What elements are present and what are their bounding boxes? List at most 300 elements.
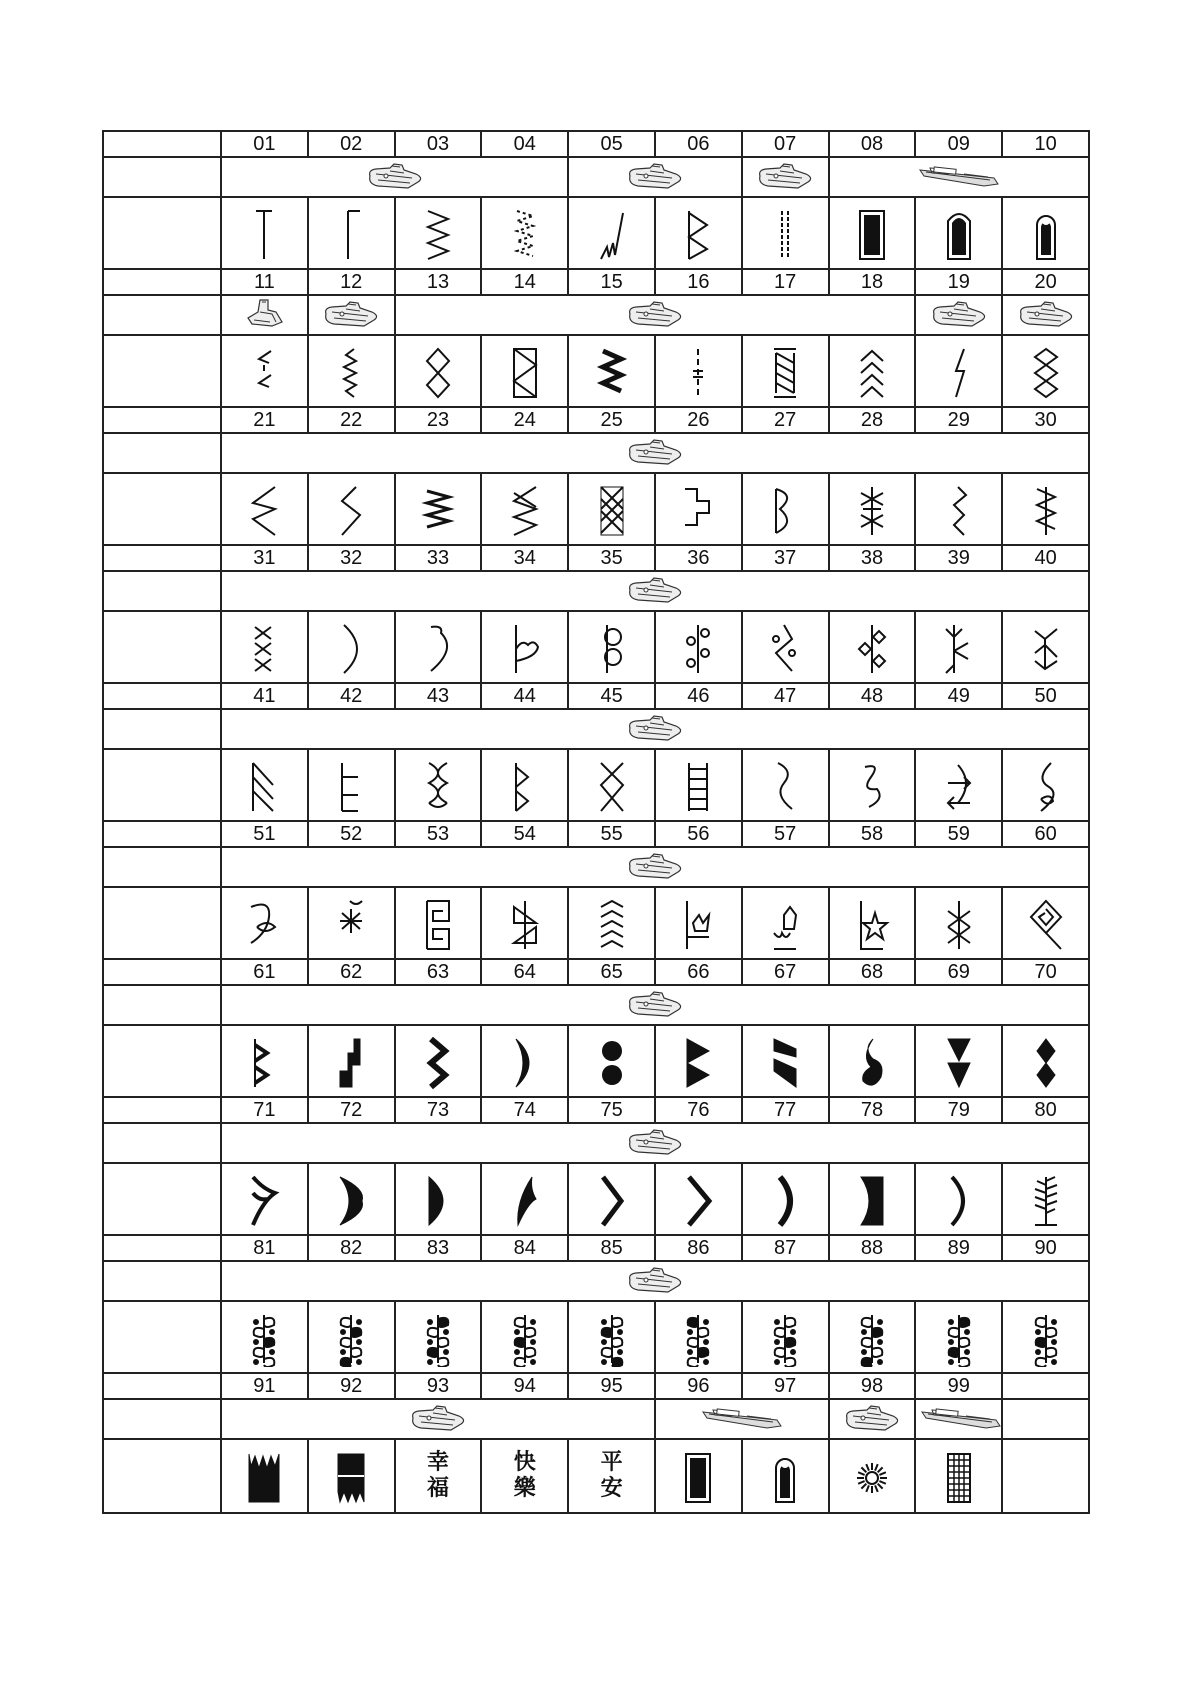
fern-icon (1021, 1169, 1071, 1229)
pattern-number: 88 (829, 1235, 916, 1261)
tulip-bar-icon (673, 893, 723, 953)
row-label-cell (103, 131, 221, 157)
pattern-number: 98 (829, 1373, 916, 1399)
row-label-cell (103, 1123, 221, 1163)
stitch-symbol-cell[interactable] (742, 611, 829, 683)
stitch-symbol-cell[interactable] (915, 197, 1002, 269)
ornament-4-icon (500, 1307, 550, 1367)
stitch-symbol-cell[interactable] (829, 197, 916, 269)
zigzag-foot-icon (624, 1266, 686, 1296)
stitch-symbol-cell[interactable] (829, 611, 916, 683)
stitch-symbol-cell[interactable] (655, 1163, 742, 1235)
stitch-symbol-cell[interactable] (308, 1163, 395, 1235)
presser-foot-cell (221, 1261, 1089, 1301)
pattern-number: 73 (395, 1097, 482, 1123)
stitch-symbol-cell[interactable] (395, 749, 482, 821)
stitch-symbol-cell[interactable] (395, 335, 482, 407)
pattern-number: 22 (308, 407, 395, 433)
triple-straight-icon (760, 203, 810, 263)
stitch-symbol-cell[interactable] (915, 1163, 1002, 1235)
stitch-symbol-cell[interactable] (915, 335, 1002, 407)
pattern-number: 75 (568, 1097, 655, 1123)
stitch-symbol-cell[interactable] (829, 1301, 916, 1373)
satin-flag-icon (760, 1031, 810, 1091)
zigzag-foot-icon (841, 1404, 903, 1434)
pattern-number: 44 (481, 683, 568, 709)
row-label-cell (103, 959, 221, 985)
blind-hem-elastic-icon (239, 341, 289, 401)
stitch-symbol-cell[interactable] (829, 1163, 916, 1235)
stitch-symbol-cell[interactable] (221, 197, 308, 269)
straight-stitch-left-icon (239, 203, 289, 263)
presser-foot-row (103, 295, 1089, 335)
pattern-number: 89 (915, 1235, 1002, 1261)
stitch-symbol-cell[interactable] (655, 1439, 742, 1513)
stitch-symbol-row (103, 1301, 1089, 1373)
satin-scallop-icon (239, 1169, 289, 1229)
presser-foot-cell (221, 571, 1089, 611)
pattern-number-row (103, 683, 1089, 709)
presser-foot-cell (742, 157, 829, 197)
pattern-number: 55 (568, 821, 655, 847)
pattern-number: 68 (829, 959, 916, 985)
stitch-symbol-cell[interactable] (829, 1025, 916, 1097)
pattern-number: 52 (308, 821, 395, 847)
presser-foot-cell (568, 157, 742, 197)
zigzag-foot-icon (1015, 300, 1077, 330)
stitch-symbol-cell[interactable] (742, 1301, 829, 1373)
stitch-symbol-cell[interactable] (742, 887, 829, 959)
satin-zigzag-icon (587, 341, 637, 401)
buttonhole-round-icon (934, 203, 984, 263)
pattern-number: 27 (742, 407, 829, 433)
row-label-cell (103, 1399, 221, 1439)
presser-foot-cell (395, 295, 916, 335)
chinese-happiness-icon: 幸福 (426, 1450, 449, 1501)
row-label-cell (103, 683, 221, 709)
snowflake-ladder-icon (847, 479, 897, 539)
stitch-symbol-cell[interactable] (742, 1025, 829, 1097)
pattern-number: 57 (742, 821, 829, 847)
pattern-number: 86 (655, 1235, 742, 1261)
stitch-symbol-cell[interactable] (221, 1025, 308, 1097)
presser-foot-cell (915, 295, 1002, 335)
row-label-cell (103, 1373, 221, 1399)
pattern-number: 34 (481, 545, 568, 571)
stitch-symbol-cell[interactable] (221, 1163, 308, 1235)
curl-bracket-icon (760, 479, 810, 539)
pattern-number: 17 (742, 269, 829, 295)
pattern-number: 08 (829, 131, 916, 157)
stitch-symbol-cell[interactable] (915, 887, 1002, 959)
stitch-symbol-cell[interactable] (568, 749, 655, 821)
double-x-icon (587, 755, 637, 815)
heart-bar-icon (500, 617, 550, 677)
presser-foot-cell (308, 295, 395, 335)
satin-bracket-icon (847, 1169, 897, 1229)
pattern-number: 49 (915, 683, 1002, 709)
pattern-number: 70 (1002, 959, 1089, 985)
pattern-number: 69 (915, 959, 1002, 985)
satin-arc-icon (934, 1169, 984, 1229)
pattern-number: 32 (308, 545, 395, 571)
stitch-symbol-cell[interactable] (742, 749, 829, 821)
darning-icon (934, 1446, 984, 1506)
asterisk-icon (934, 893, 984, 953)
zigzag-foot-icon (407, 1404, 469, 1434)
stitch-symbol-cell[interactable] (481, 197, 568, 269)
pattern-number: 12 (308, 269, 395, 295)
stitch-symbol-cell[interactable] (915, 611, 1002, 683)
stitch-symbol-cell[interactable] (655, 611, 742, 683)
presser-foot-cell (221, 1399, 655, 1439)
row-label-cell (103, 1439, 221, 1513)
buttonhole-keyhole-icon (1021, 203, 1071, 263)
stitch-symbol-cell[interactable] (742, 1163, 829, 1235)
stitch-symbol-cell[interactable] (221, 1301, 308, 1373)
stitch-symbol-cell[interactable] (481, 749, 568, 821)
pattern-number: 38 (829, 545, 916, 571)
pattern-number: 43 (395, 683, 482, 709)
pattern-number: 83 (395, 1235, 482, 1261)
blind-hem-icon (587, 203, 637, 263)
row-label-cell (103, 269, 221, 295)
presser-foot-row (103, 433, 1089, 473)
pattern-number: 02 (308, 131, 395, 157)
stitch-symbol-cell[interactable] (308, 611, 395, 683)
pattern-number: 60 (1002, 821, 1089, 847)
stitch-symbol-cell[interactable] (221, 749, 308, 821)
satin-gourd-icon (847, 1031, 897, 1091)
pattern-number: 41 (221, 683, 308, 709)
three-step-zigzag-icon (500, 203, 550, 263)
presser-foot-cell (221, 295, 308, 335)
pattern-number: 85 (568, 1235, 655, 1261)
pattern-number: 96 (655, 1373, 742, 1399)
diamond-cross-icon (847, 617, 897, 677)
stitch-symbol-cell[interactable] (568, 887, 655, 959)
pattern-number: 51 (221, 821, 308, 847)
pattern-number: 94 (481, 1373, 568, 1399)
s-wave-icon (760, 755, 810, 815)
cross-hatch-icon (587, 479, 637, 539)
ornament-1-icon (239, 1307, 289, 1367)
stitch-symbol-cell[interactable] (481, 335, 568, 407)
ornament-8-icon (847, 1307, 897, 1367)
pattern-number: 64 (481, 959, 568, 985)
stitch-symbol-cell[interactable] (481, 473, 568, 545)
stitch-symbol-cell[interactable] (568, 197, 655, 269)
stitch-symbol-cell[interactable] (655, 197, 742, 269)
pattern-number: 11 (221, 269, 308, 295)
stitch-symbol-cell[interactable] (915, 1025, 1002, 1097)
stitch-symbol-cell[interactable] (829, 1439, 916, 1513)
stitch-symbol-cell[interactable] (221, 611, 308, 683)
satin-balls-icon (587, 1031, 637, 1091)
stitch-symbol-cell[interactable] (655, 1301, 742, 1373)
presser-foot-row (103, 1399, 1089, 1439)
buttonhole-foot-icon (697, 1404, 787, 1434)
stitch-symbol-cell[interactable] (742, 335, 829, 407)
stitch-symbol-cell[interactable] (829, 887, 916, 959)
braid-icon (413, 755, 463, 815)
zigzag-foot-icon (364, 162, 426, 192)
diagonal-stair-icon (934, 479, 984, 539)
greek-step-icon (673, 479, 723, 539)
stitch-symbol-cell[interactable] (481, 887, 568, 959)
stitch-symbol-cell[interactable] (308, 1439, 395, 1513)
leaf-swirl-icon (1021, 755, 1071, 815)
pattern-number: 80 (1002, 1097, 1089, 1123)
satin-bow-icon (326, 1169, 376, 1229)
pattern-number: 66 (655, 959, 742, 985)
stitch-pattern-table (102, 130, 1090, 1514)
stitch-symbol-cell[interactable] (481, 1163, 568, 1235)
stitch-symbol-cell[interactable] (1002, 749, 1089, 821)
row-label-cell (103, 1235, 221, 1261)
stitch-symbol-cell[interactable] (568, 1439, 655, 1513)
pattern-number-row (103, 1373, 1089, 1399)
pattern-number: 36 (655, 545, 742, 571)
stitch-symbol-cell[interactable] (395, 1439, 482, 1513)
stitch-symbol-cell[interactable] (308, 887, 395, 959)
buttonhole-square-icon (847, 203, 897, 263)
stitch-symbol-cell[interactable] (829, 473, 916, 545)
stitch-symbol-cell[interactable] (1002, 1301, 1089, 1373)
stitch-symbol-cell[interactable] (221, 1439, 308, 1513)
pattern-number: 31 (221, 545, 308, 571)
stitch-symbol-cell[interactable] (655, 887, 742, 959)
row-label-cell (103, 985, 221, 1025)
stitch-symbol-cell[interactable] (655, 749, 742, 821)
stitch-symbol-cell[interactable] (395, 611, 482, 683)
presser-foot-cell (221, 847, 1089, 887)
presser-foot-cell (829, 157, 1089, 197)
crescent-icon (326, 617, 376, 677)
zigzag-foot-icon (624, 162, 686, 192)
stitch-symbol-cell[interactable] (829, 749, 916, 821)
buttonhole-foot-icon (916, 1404, 1006, 1434)
arrow-branch-icon (934, 617, 984, 677)
arrow-stack-icon (847, 341, 897, 401)
stitch-symbol-cell[interactable] (655, 1025, 742, 1097)
pattern-number: 25 (568, 407, 655, 433)
ornament-10-icon (1021, 1307, 1071, 1367)
satin-half-moon-icon (413, 1169, 463, 1229)
pattern-number: 13 (395, 269, 482, 295)
stitch-symbol-cell[interactable] (1002, 1439, 1089, 1513)
stitch-symbol-cell[interactable] (395, 197, 482, 269)
straight-stitch-center-icon (326, 203, 376, 263)
serpentine-icon (326, 341, 376, 401)
stitch-symbol-cell[interactable] (221, 887, 308, 959)
stitch-symbol-cell[interactable] (308, 473, 395, 545)
presser-foot-cell (221, 985, 1089, 1025)
stitch-symbol-cell[interactable] (481, 1301, 568, 1373)
row-label-cell (103, 709, 221, 749)
stitch-symbol-cell[interactable] (915, 1439, 1002, 1513)
stitch-symbol-row (103, 197, 1089, 269)
pattern-number: 81 (221, 1235, 308, 1261)
satin-zigzag-fringe-icon (326, 1446, 376, 1506)
stitch-symbol-cell[interactable] (915, 1301, 1002, 1373)
pattern-number: 04 (481, 131, 568, 157)
diamond-flag-icon (239, 1031, 289, 1091)
stitch-symbol-cell[interactable] (1002, 473, 1089, 545)
row-label-cell (103, 197, 221, 269)
pattern-number: 99 (915, 1373, 1002, 1399)
stitch-symbol-cell[interactable] (568, 1025, 655, 1097)
chinese-joy-icon: 快樂 (513, 1450, 536, 1501)
stitch-symbol-cell[interactable] (395, 473, 482, 545)
pattern-number: 90 (1002, 1235, 1089, 1261)
pattern-number: 76 (655, 1097, 742, 1123)
pattern-number: 29 (915, 407, 1002, 433)
stitch-symbol-cell[interactable] (915, 473, 1002, 545)
feather-zig-icon (1021, 479, 1071, 539)
stitch-symbol-cell[interactable] (395, 887, 482, 959)
row-label-cell (103, 545, 221, 571)
pattern-number: 87 (742, 1235, 829, 1261)
row-label-cell (103, 887, 221, 959)
stitch-symbol-cell[interactable] (1002, 335, 1089, 407)
pattern-number: 01 (221, 131, 308, 157)
pattern-number: 21 (221, 407, 308, 433)
pattern-number: 14 (481, 269, 568, 295)
stitch-symbol-cell[interactable] (481, 611, 568, 683)
ladder-comb-icon (326, 755, 376, 815)
stitch-symbol-cell[interactable] (655, 473, 742, 545)
stitch-symbol-cell[interactable] (395, 1025, 482, 1097)
stitch-symbol-cell[interactable] (568, 335, 655, 407)
pattern-number: 53 (395, 821, 482, 847)
presser-foot-cell (829, 1399, 916, 1439)
row-label-cell (103, 295, 221, 335)
spiral-square-icon (1021, 893, 1071, 953)
stitch-symbol-cell[interactable] (308, 335, 395, 407)
ornament-2-icon (326, 1307, 376, 1367)
stitch-symbol-row (103, 749, 1089, 821)
pattern-number-row (103, 959, 1089, 985)
pattern-number: 47 (742, 683, 829, 709)
stitch-symbol-cell[interactable] (829, 335, 916, 407)
stitch-symbol-cell[interactable] (568, 611, 655, 683)
double-overlock-icon (413, 341, 463, 401)
stitch-symbol-cell[interactable] (221, 335, 308, 407)
stitch-symbol-cell[interactable] (308, 749, 395, 821)
stitch-symbol-cell[interactable] (568, 473, 655, 545)
crossed-zig-icon (500, 479, 550, 539)
chevron-stack-icon (587, 893, 637, 953)
stitch-symbol-row (103, 335, 1089, 407)
stitch-symbol-cell[interactable] (1002, 887, 1089, 959)
slant-satin-icon (760, 341, 810, 401)
stacked-zig-icon (413, 479, 463, 539)
presser-foot-row (103, 985, 1089, 1025)
stitch-symbol-cell[interactable] (568, 1163, 655, 1235)
stitch-symbol-cell[interactable] (655, 335, 742, 407)
pattern-number: 46 (655, 683, 742, 709)
pattern-number: 65 (568, 959, 655, 985)
stitch-symbol-cell[interactable] (1002, 611, 1089, 683)
row-label-cell (103, 847, 221, 887)
presser-foot-cell (221, 1123, 1089, 1163)
pattern-number: 26 (655, 407, 742, 433)
pattern-number: 77 (742, 1097, 829, 1123)
pattern-number: 18 (829, 269, 916, 295)
pattern-number: 95 (568, 1373, 655, 1399)
presser-foot-row (103, 1123, 1089, 1163)
stitch-symbol-cell[interactable] (308, 197, 395, 269)
stitch-symbol-cell[interactable] (221, 473, 308, 545)
tulip-line-icon (760, 893, 810, 953)
pattern-number (1002, 1373, 1089, 1399)
stitch-symbol-cell[interactable] (568, 1301, 655, 1373)
zig-dots-icon (760, 617, 810, 677)
row-label-cell (103, 407, 221, 433)
stitch-symbol-cell[interactable] (742, 197, 829, 269)
pattern-number-row (103, 821, 1089, 847)
zigzag-foot-icon (624, 438, 686, 468)
presser-foot-row (103, 571, 1089, 611)
stitch-symbol-cell[interactable] (395, 1163, 482, 1235)
stitch-symbol-cell[interactable] (481, 1439, 568, 1513)
row-label-cell (103, 749, 221, 821)
buttonhole-foot-icon (914, 162, 1004, 192)
stitch-symbol-cell[interactable] (481, 1025, 568, 1097)
stitch-symbol-cell[interactable] (1002, 1025, 1089, 1097)
stitch-symbol-cell[interactable] (742, 473, 829, 545)
pattern-number: 35 (568, 545, 655, 571)
pattern-number: 33 (395, 545, 482, 571)
stitch-symbol-cell[interactable] (395, 1301, 482, 1373)
pattern-number: 42 (308, 683, 395, 709)
stitch-symbol-cell[interactable] (1002, 1163, 1089, 1235)
row-label-cell (103, 433, 221, 473)
dotted-vine-icon (673, 617, 723, 677)
stitch-symbol-cell[interactable] (742, 1439, 829, 1513)
pattern-number: 20 (1002, 269, 1089, 295)
presser-foot-cell (655, 1399, 829, 1439)
curl-crescent-icon (413, 617, 463, 677)
stitch-symbol-cell[interactable] (915, 749, 1002, 821)
zigzag-icon (413, 203, 463, 263)
pattern-number: 40 (1002, 545, 1089, 571)
pattern-number: 97 (742, 1373, 829, 1399)
stitch-symbol-cell[interactable] (308, 1025, 395, 1097)
pattern-number: 30 (1002, 407, 1089, 433)
row-label-cell (103, 1097, 221, 1123)
pattern-number: 15 (568, 269, 655, 295)
zigzag-foot-icon (624, 714, 686, 744)
stitch-symbol-row (103, 1163, 1089, 1235)
row-label-cell (103, 571, 221, 611)
overlock-zigzag-icon (673, 203, 723, 263)
pattern-number: 45 (568, 683, 655, 709)
zigzag-foot-icon (928, 300, 990, 330)
pattern-number: 78 (829, 1097, 916, 1123)
ornament-5-icon (587, 1307, 637, 1367)
cross-stitch-stack-icon (239, 617, 289, 677)
stitch-symbol-cell[interactable] (1002, 197, 1089, 269)
ornament-6-icon (673, 1307, 723, 1367)
leaf-curl-icon (239, 893, 289, 953)
presser-foot-cell (1002, 295, 1089, 335)
stitch-symbol-cell[interactable] (308, 1301, 395, 1373)
stitch-symbol-row (103, 1025, 1089, 1097)
satin-bend-icon (760, 1169, 810, 1229)
pattern-number: 07 (742, 131, 829, 157)
